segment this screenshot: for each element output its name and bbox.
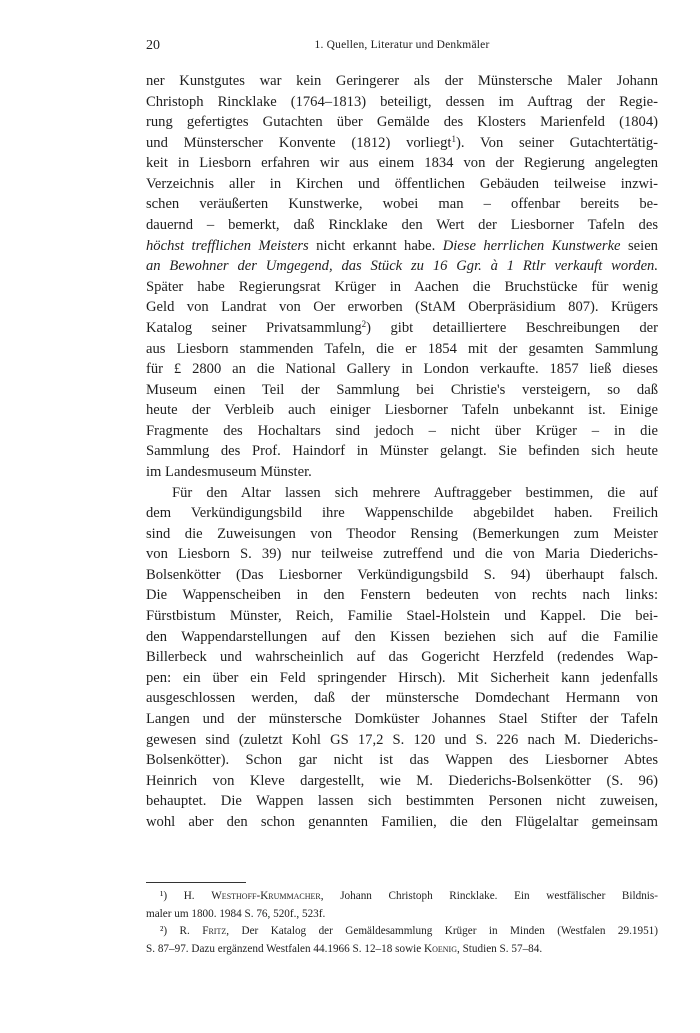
author-name: Westhoff-Krummacher (211, 890, 321, 902)
text-line: Langen und der münstersche Domküster Johannes Stael Stifter der Tafeln (146, 710, 658, 727)
text-line: Später habe Regierungsrat Krüger in Aachen die Bruchstücke für wenig (146, 278, 658, 295)
text-line: wohl aber den schon genannten Familien, die den Flügelaltar gemeinsam (146, 813, 658, 830)
text-line: Sammlung des Prof. Haindorf in Münster gelangt. Sie befinden sich heute (146, 443, 658, 460)
text-line: den Wappendarstellungen auf den Kissen beziehen sich auf die Familie (146, 628, 658, 645)
text-line: für £ 2800 an die National Gallery in London verkaufte. 1857 ließ dieses (146, 361, 658, 378)
text-line: Heinrich von Kleve dargestellt, wie M. Diederichs-Bolsenkötter (S. 96) (146, 772, 658, 789)
emphasis-text: an Bewohner der Umgegend, das Stück zu 16 Ggr. à 1 Rtlr verkauft worden. (146, 258, 658, 275)
text-line: im Landesmuseum Münster. (146, 463, 312, 480)
text-line: aus Liesborn stammenden Tafeln, die er 1854 mit der gesamten Sammlung (146, 340, 658, 357)
footnote-line: ¹) H. Westhoff-Krummacher, Johann Christoph Rincklake. Ein westfälischer Bildnis- (160, 890, 658, 902)
footnote-divider (146, 882, 246, 883)
footnote-marker: 2 (361, 318, 367, 329)
text-line: Katalog seiner Privatsammlung$^2$) gibt detailliertere Beschreibungen der (146, 318, 658, 336)
text-line: dem Verkündigungsbild ihre Wappenschilde abgebildet haben. Freilich (146, 505, 658, 522)
text-line: Verzeichnis aller in Kirchen und öffentlichen Gebäuden teilweise inzwi- (146, 175, 658, 192)
text-line: Museum einen Teil der Sammlung bei Christie's versteigern, so daß (146, 381, 658, 398)
running-title: 1. Quellen, Literatur und Denkmäler (314, 39, 490, 51)
text-line: Fragmente des Hochaltars sind jedoch – nicht über Krüger – in die (146, 422, 658, 439)
text-line: dauernd – bemerkt, daß Rincklake den Wert der Liesborner Tafeln des (146, 217, 658, 234)
text-line: behauptet. Die Wappen lassen sich bestimmten Personen nicht zuweisen, (146, 793, 658, 810)
text-line: Bolsenkötter (Das Liesborner Verkündigungsbild S. 94) überhaupt falsch. (146, 566, 658, 583)
text-line (146, 256, 658, 277)
text-line: Bolsenkötter). Schon gar nicht ist das Wappen des Liesborner Abtes (146, 752, 658, 769)
text-line: höchst trefflichen Meisters nicht erkannt habe. Diese herrlichen Kunstwerke seien (146, 237, 658, 254)
emphasis-text: Diese herrlichen Kunstwerke (442, 237, 621, 254)
text-line: Fürstbistum Münster, Reich, Familie Stael-Holstein und Kappel. Die bei- (146, 608, 658, 625)
page-number: 20 (146, 38, 160, 53)
text-line: schen veräußerten Kunstwerke, wobei man – offenbar bereits be- (146, 196, 658, 213)
footnote-line: maler um 1800. 1984 S. 76, 520f., 523f. (146, 907, 326, 920)
text-line: von Liesborn S. 39) nur teilweise zutreffend und die von Maria Diederichs- (146, 546, 658, 563)
text-line: ausgeschlossen werden, daß der münstersche Domdechant Hermann von (146, 690, 658, 707)
body-text (146, 71, 658, 832)
page-header (146, 38, 658, 56)
emphasis-text: höchst trefflichen Meisters (146, 237, 309, 254)
text-line: keit in Liesborn erfahren wir aus einem 1834 von der Regierung angelegten (146, 155, 658, 172)
text-line: Christoph Rincklake (1764–1813) beteiligt, dessen im Auftrag der Regie- (146, 93, 658, 110)
text-line: Die Wappenscheiben in den Fenstern bedeuten von rechts nach links: (146, 587, 658, 604)
text-line: sind die Zuweisungen von Theodor Rensing (Bemerkungen zum Meister (146, 525, 658, 542)
author-name: Koenig (424, 942, 457, 955)
footnote-line: S. 87–97. Dazu ergänzend Westfalen 44.1966 S. 12–18 sowie Koenig, Studien S. 57–84. (146, 942, 543, 955)
text-line: Billerbeck und wahrscheinlich auf das Gogericht Herzfeld (redendes Wap- (146, 649, 658, 666)
text-line: pen: ein über ein Feld springender Hirsch). Mit Sicherheit kann jedenfalls (146, 669, 658, 686)
text-line: heute der Verbleib auch einiger Liesborner Tafeln unbekannt ist. Einige (146, 402, 658, 419)
text-line: gewesen sind (zuletzt Kohl GS 17,2 S. 120 und S. 226 nach M. Diederichs- (146, 731, 658, 748)
text-line: rung gefertigtes Gutachten über Gemälde des Klosters Marienfeld (1804) (146, 114, 658, 131)
text-line: und Münsterscher Konvente (1812) vorliegt$^1$). Von seiner Gutachtertätig- (146, 133, 658, 151)
text-line: Für den Altar lassen sich mehrere Auftraggeber bestimmen, die auf (172, 484, 658, 501)
author-name: Fritz (202, 925, 227, 937)
footnote-marker: 1 (451, 133, 456, 144)
footnote-line: ²) R. Fritz, Der Katalog der Gemäldesammlung Krüger in Minden (Westfalen 29.1951) (160, 925, 658, 937)
footnotes (146, 888, 658, 958)
text-line: Geld von Landrat von Oer erworben (StAM Oberpräsidium 807). Krügers (146, 299, 658, 316)
text-line: ner Kunstgutes war kein Geringerer als der Münstersche Maler Johann (146, 73, 658, 89)
